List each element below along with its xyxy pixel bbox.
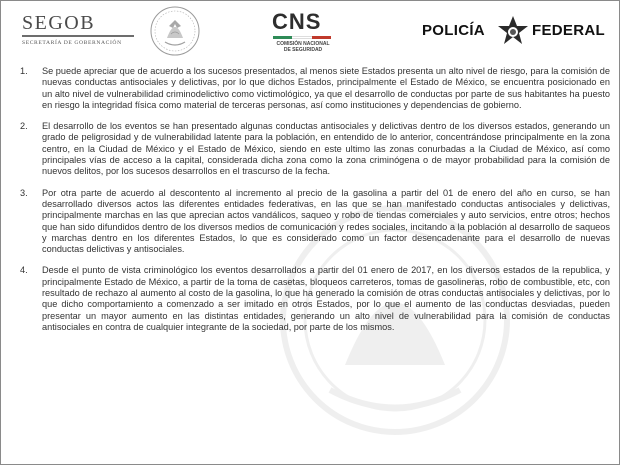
- document-header: [0, 0, 620, 62]
- list-item: [14, 188, 610, 256]
- policia-federal-logo: [418, 15, 608, 49]
- segob-name: SEGOB: [22, 12, 96, 34]
- cns-tricolor-bar: [273, 36, 331, 39]
- cns-subtitle: COMISIÓN NACIONAL DE SEGURIDAD: [276, 41, 330, 53]
- cns-logo: [270, 10, 350, 60]
- police-star-badge-icon: [496, 15, 530, 49]
- item-number: 3.: [20, 187, 28, 198]
- mexican-coat-of-arms-icon: [145, 4, 205, 58]
- item-number: 1.: [20, 66, 28, 76]
- item-number: 4.: [20, 265, 28, 276]
- list-item: [14, 121, 610, 177]
- segob-subtitle: SECRETARÍA DE GOBERNACIÓN: [22, 40, 122, 46]
- item-text: Desde el punto de vista criminológico los eventos desarrollados a partir del 01 enero de 2017, en los diversos estados de la republica, y principalmente Estado de México, a partir de la toma de casetas, bloqueos carreteros, tomas de gasolineras, robo de combustible, etc, con resultado de rechazo al aumento al costo de la gasolina, lo que ha generado la comisión de otras conductas antisociales y delictivas, por lo que dicho comportamiento a comenzado a ser imitado en otros Estados, por lo que el aumento de las conductas desviadas, pueden presentar un mayor aumento en las distintas entidades, generando un alto nivel de vulnerabilidad para la comisión de conductas antisociales en contra de cualquier integrante de la sociedad, por parte de los mismos.: [42, 265, 610, 332]
- item-text: Se puede apreciar que de acuerdo a los sucesos presentados, al menos siete Estados presenta un alto nivel de riesgo, para la comisión de nuevas conductas antisociales y delictivas, por lo que dichos Estados, principalmente el Estado de México, se encuentra posicionado en un alto nivel de vulnerabilidad criminodelictivo como victimológico, ya que el desarrollo de conductas por parte de sus habitantes ha puesto en riesgo la integridad física como material de terceras personas, así como instituciones y dependencias de gobierno.: [42, 66, 610, 110]
- item-text: Por otra parte de acuerdo al descontento al incremento al precio de la gasolina a partir del 01 de enero del año en curso, se han desarrollado diversos actos las diferentes entidades federativas, en las que se han manifestado conductas antisociales y delictivas, principalmente marchas en las que aprecian actos vandálicos, saqueo y robo de tiendas comerciales y auto servicios, entre otros; hechos que han sido difundidos dentro de los diversos medios de comunicación y redes sociales, incitando a la población al desarrollo de saqueos y marchas dentro en los diferentes Estados, lo que es considerado como un factor desencadenante para el desarrollo de nuevas conductas delictivas y antisociales.: [42, 187, 610, 255]
- item-text: El desarrollo de los eventos se han presentado algunas conductas antisociales y delictivas dentro de los diversos estados, generando un grado de peligrosidad y de vulnerabilidad latente para la población, en entendido de lo anterior, concentrándose principalmente en la zona centro, en la Ciudad de México y el Estado de México, siendo en este ultimo las zonas conurbadas a la Ciudad de México, así como principales vías de acceso a la capital, considerada dicha zona como la zona criminógena o de mayor probabilidad para la comisión de nuevos delitos, por los sucesos desarrollos en el trascurso de la fecha.: [42, 121, 610, 177]
- segob-underline: [22, 35, 134, 37]
- numbered-list: [14, 66, 610, 343]
- cns-name: CNS: [272, 9, 322, 34]
- pf-word-left: POLICÍA: [422, 22, 485, 39]
- pf-word-right: FEDERAL: [532, 22, 605, 39]
- segob-logo: [22, 12, 142, 46]
- list-item: [14, 66, 610, 111]
- item-number: 2.: [20, 121, 28, 132]
- list-item: [14, 265, 610, 333]
